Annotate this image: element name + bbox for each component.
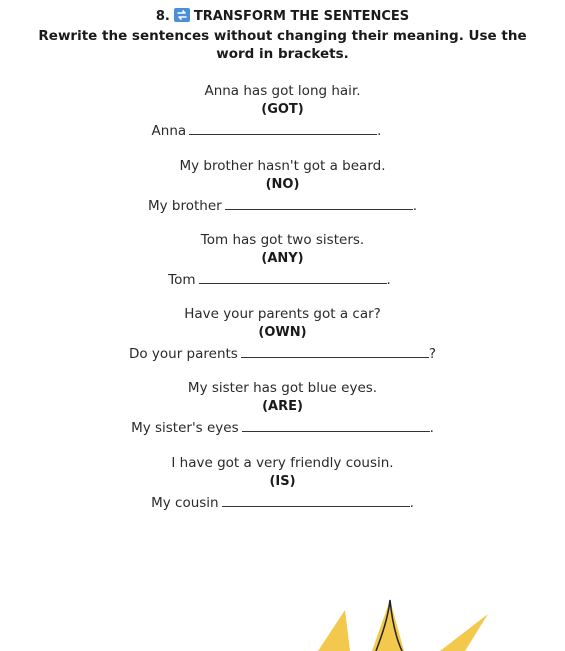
answer-end: . bbox=[377, 123, 382, 139]
original-sentence: My sister has got blue eyes. bbox=[187, 380, 378, 396]
exercise-title bbox=[0, 8, 565, 26]
original-sentence: Have your parents got a car? bbox=[184, 306, 381, 322]
answer-blank[interactable] bbox=[189, 120, 377, 135]
keyword-hint: (IS) bbox=[269, 474, 296, 489]
answer-blank[interactable] bbox=[222, 492, 410, 507]
exercise-instructions: Rewrite the sentences without changing their meaning. Use the word in brackets. bbox=[38, 28, 527, 62]
answer-start: My sister's eyes bbox=[131, 420, 239, 436]
original-sentence: I have got a very friendly cousin. bbox=[171, 455, 394, 471]
answer-start: Tom bbox=[168, 272, 196, 288]
answer-start: My cousin bbox=[151, 495, 219, 511]
yellow-spike-left bbox=[318, 610, 350, 651]
keyword-hint: (GOT) bbox=[261, 102, 304, 117]
answer-line bbox=[0, 417, 565, 435]
answer-end: . bbox=[412, 198, 417, 214]
keyword-hint: (NO) bbox=[265, 177, 300, 192]
decorative-spikes-illustration bbox=[300, 590, 500, 651]
yellow-spike-right bbox=[440, 614, 488, 651]
answer-end: ? bbox=[428, 346, 437, 362]
original-sentence: My brother hasn't got a beard. bbox=[179, 158, 386, 174]
exercise-item-5 bbox=[0, 379, 565, 435]
original-sentence: Anna has got long hair. bbox=[204, 83, 361, 99]
repeat-arrows-icon bbox=[174, 8, 190, 22]
exercise-item-1 bbox=[0, 82, 565, 138]
answer-end: . bbox=[429, 420, 434, 436]
answer-line bbox=[0, 120, 533, 138]
exercise-title-text: TRANSFORM THE SENTENCES bbox=[193, 9, 410, 24]
keyword-hint: (OWN) bbox=[258, 325, 307, 340]
keyword-hint: (ANY) bbox=[261, 251, 304, 266]
keyword-hint: (ARE) bbox=[262, 399, 303, 414]
answer-end: . bbox=[386, 272, 391, 288]
answer-start: Anna bbox=[151, 123, 187, 139]
answer-start: My brother bbox=[147, 198, 222, 214]
exercise-item-6 bbox=[0, 454, 565, 510]
answer-blank[interactable] bbox=[242, 417, 430, 432]
answer-blank[interactable] bbox=[225, 195, 413, 210]
answer-line bbox=[0, 492, 565, 510]
exercise-item-2 bbox=[0, 157, 565, 213]
answer-line bbox=[0, 269, 559, 287]
answer-end: . bbox=[409, 495, 414, 511]
answer-blank[interactable] bbox=[199, 269, 387, 284]
exercise-number: 8. bbox=[155, 9, 170, 24]
answer-line bbox=[0, 343, 565, 361]
answer-line bbox=[0, 195, 565, 213]
answer-blank[interactable] bbox=[241, 343, 429, 358]
exercise-item-3 bbox=[0, 231, 565, 287]
exercise-item-4 bbox=[0, 305, 565, 361]
answer-start: Do your parents bbox=[128, 346, 238, 362]
original-sentence: Tom has got two sisters. bbox=[200, 232, 365, 248]
